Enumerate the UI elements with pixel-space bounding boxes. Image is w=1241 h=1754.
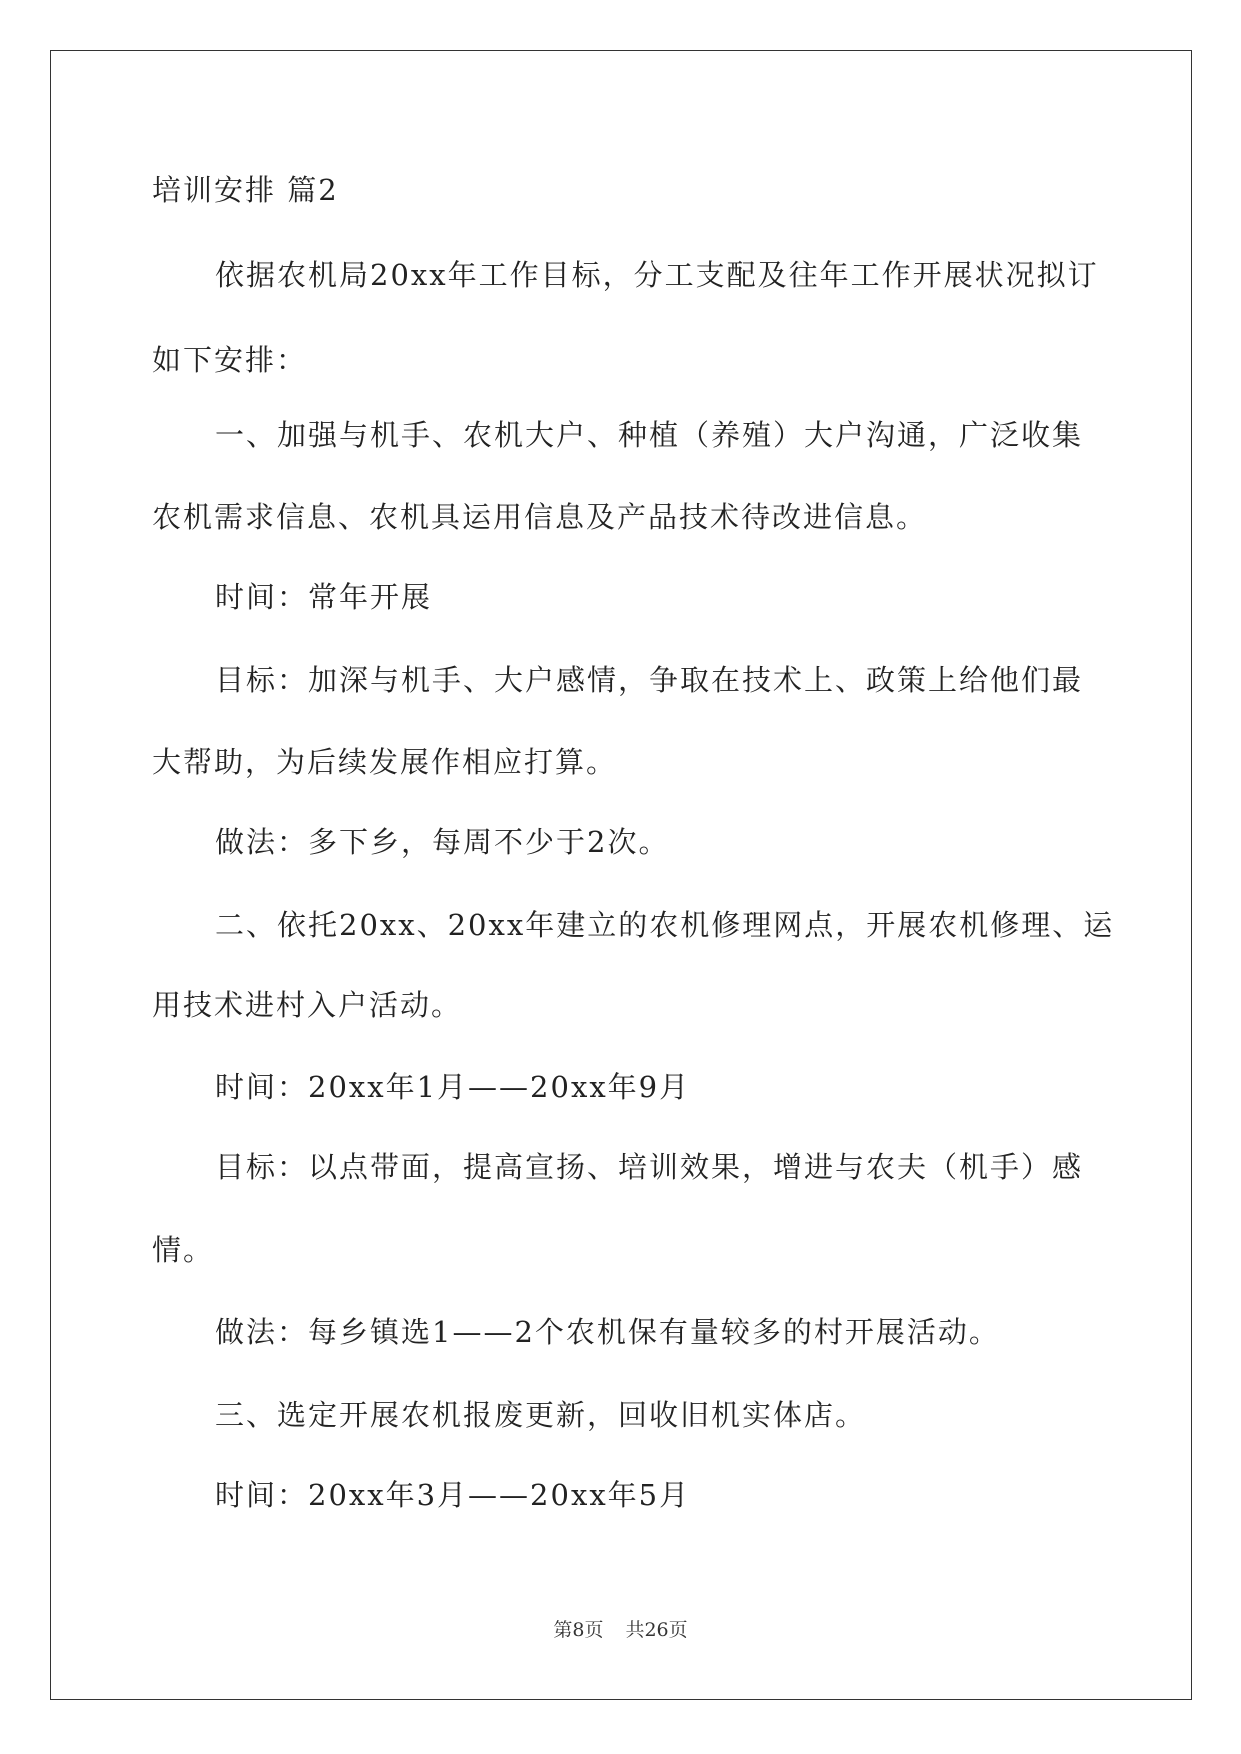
paragraph-line: 三、选定开展农机报废更新，回收旧机实体店。 [215,1398,867,1432]
paragraph-line: 大帮助，为后续发展作相应打算。 [152,745,618,779]
paragraph-line: 时间：20xx年1月——20xx年9月 [215,1070,691,1104]
paragraph-line: 一、加强与机手、农机大户、种植（养殖）大户沟通，广泛收集 [215,418,1084,452]
paragraph-line: 目标：加深与机手、大户感情，争取在技术上、政策上给他们最 [215,663,1084,697]
page-border [50,50,1192,1700]
paragraph-line: 做法：多下乡，每周不少于2次。 [215,825,670,859]
paragraph-line: 时间：常年开展 [215,580,433,614]
page-number-current: 第8页 [553,1619,604,1641]
paragraph-line: 做法：每乡镇选1——2个农机保有量较多的村开展活动。 [215,1315,1000,1349]
paragraph-line: 二、依托20xx、20xx年建立的农机修理网点，开展农机修理、运 [215,908,1115,942]
paragraph-line: 情。 [152,1233,215,1267]
page-number-total: 共26页 [625,1619,688,1641]
page-footer [0,1618,1241,1642]
paragraph-line: 农机需求信息、农机具运用信息及产品技术待改进信息。 [152,500,928,534]
paragraph-line: 目标：以点带面，提高宣扬、培训效果，增进与农夫（机手）感 [215,1150,1084,1184]
paragraph-line: 依据农机局20xx年工作目标，分工支配及往年工作开展状况拟订 [215,258,1099,292]
section-heading: 培训安排 篇2 [152,173,339,207]
paragraph-line: 时间：20xx年3月——20xx年5月 [215,1478,691,1512]
paragraph-line: 用技术进村入户活动。 [152,988,463,1022]
paragraph-line: 如下安排： [152,343,308,377]
